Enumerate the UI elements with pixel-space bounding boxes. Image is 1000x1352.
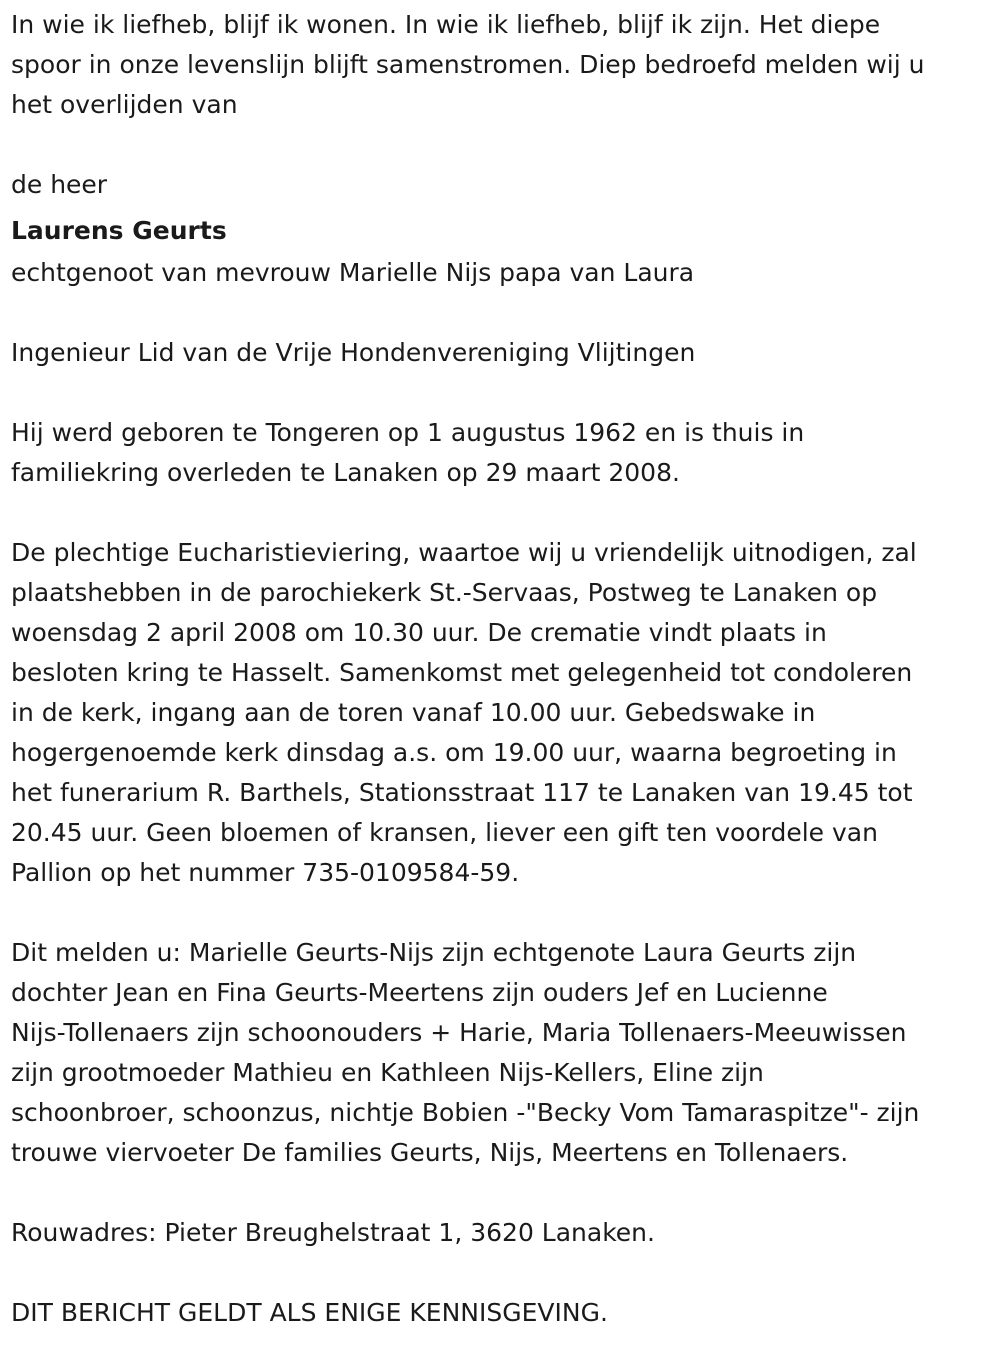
- family-line: zijn grootmoeder Mathieu en Kathleen Nijs-Kellers, Eline zijn: [11, 1058, 764, 1087]
- ceremony-paragraph: [11, 533, 995, 893]
- deceased-name: Laurens Geurts: [11, 216, 227, 245]
- family-line: Dit melden u: Marielle Geurts-Nijs zijn echtgenote Laura Geurts zijn: [11, 938, 857, 967]
- ceremony-line: De plechtige Eucharistieviering, waartoe wij u vriendelijk uitnodigen, zal: [11, 538, 917, 567]
- relation-line: echtgenoot van mevrouw Marielle Nijs papa van Laura: [11, 258, 695, 287]
- ceremony-line: in de kerk, ingang aan de toren vanaf 10.00 uur. Gebedswake in: [11, 698, 816, 727]
- family-line: trouwe viervoeter De families Geurts, Nijs, Meertens en Tollenaers.: [11, 1138, 849, 1167]
- mourning-address: Rouwadres: Pieter Breughelstraat 1, 3620 Lanaken.: [11, 1218, 655, 1247]
- birth-death-paragraph: [11, 413, 995, 493]
- family-line: dochter Jean en Fina Geurts-Meertens zijn ouders Jef en Lucienne: [11, 978, 828, 1007]
- salutation: de heer: [11, 170, 108, 199]
- ceremony-line: woensdag 2 april 2008 om 10.30 uur. De crematie vindt plaats in: [11, 618, 827, 647]
- family-line: Nijs-Tollenaers zijn schoonouders + Harie, Maria Tollenaers-Meeuwissen: [11, 1018, 907, 1047]
- occupation-line: Ingenieur Lid van de Vrije Hondenvereniging Vlijtingen: [11, 338, 696, 367]
- intro-line: In wie ik liefheb, blijf ik wonen. In wie ik liefheb, blijf ik zijn. Het diepe: [11, 10, 881, 39]
- ceremony-line: 20.45 uur. Geen bloemen of kransen, liever een gift ten voordele van: [11, 818, 878, 847]
- ceremony-line: het funerarium R. Barthels, Stationsstraat 117 te Lanaken van 19.45 tot: [11, 778, 913, 807]
- notice-line: DIT BERICHT GELDT ALS ENIGE KENNISGEVING.: [11, 1298, 608, 1327]
- obituary-document: [11, 0, 995, 1333]
- ceremony-line: Pallion op het nummer 735-0109584-59.: [11, 858, 520, 887]
- family-paragraph: [11, 933, 995, 1173]
- birth-death-line: familiekring overleden te Lanaken op 29 maart 2008.: [11, 458, 680, 487]
- birth-death-line: Hij werd geboren te Tongeren op 1 augustus 1962 en is thuis in: [11, 418, 805, 447]
- family-line: schoonbroer, schoonzus, nichtje Bobien -"Becky Vom Tamaraspitze"- zijn: [11, 1098, 920, 1127]
- ceremony-line: plaatshebben in de parochiekerk St.-Servaas, Postweg te Lanaken op: [11, 578, 878, 607]
- intro-paragraph: [11, 5, 995, 125]
- intro-line: het overlijden van: [11, 90, 238, 119]
- intro-line: spoor in onze levenslijn blijft samenstromen. Diep bedroefd melden wij u: [11, 50, 925, 79]
- ceremony-line: hogergenoemde kerk dinsdag a.s. om 19.00 uur, waarna begroeting in: [11, 738, 897, 767]
- ceremony-line: besloten kring te Hasselt. Samenkomst met gelegenheid tot condoleren: [11, 658, 913, 687]
